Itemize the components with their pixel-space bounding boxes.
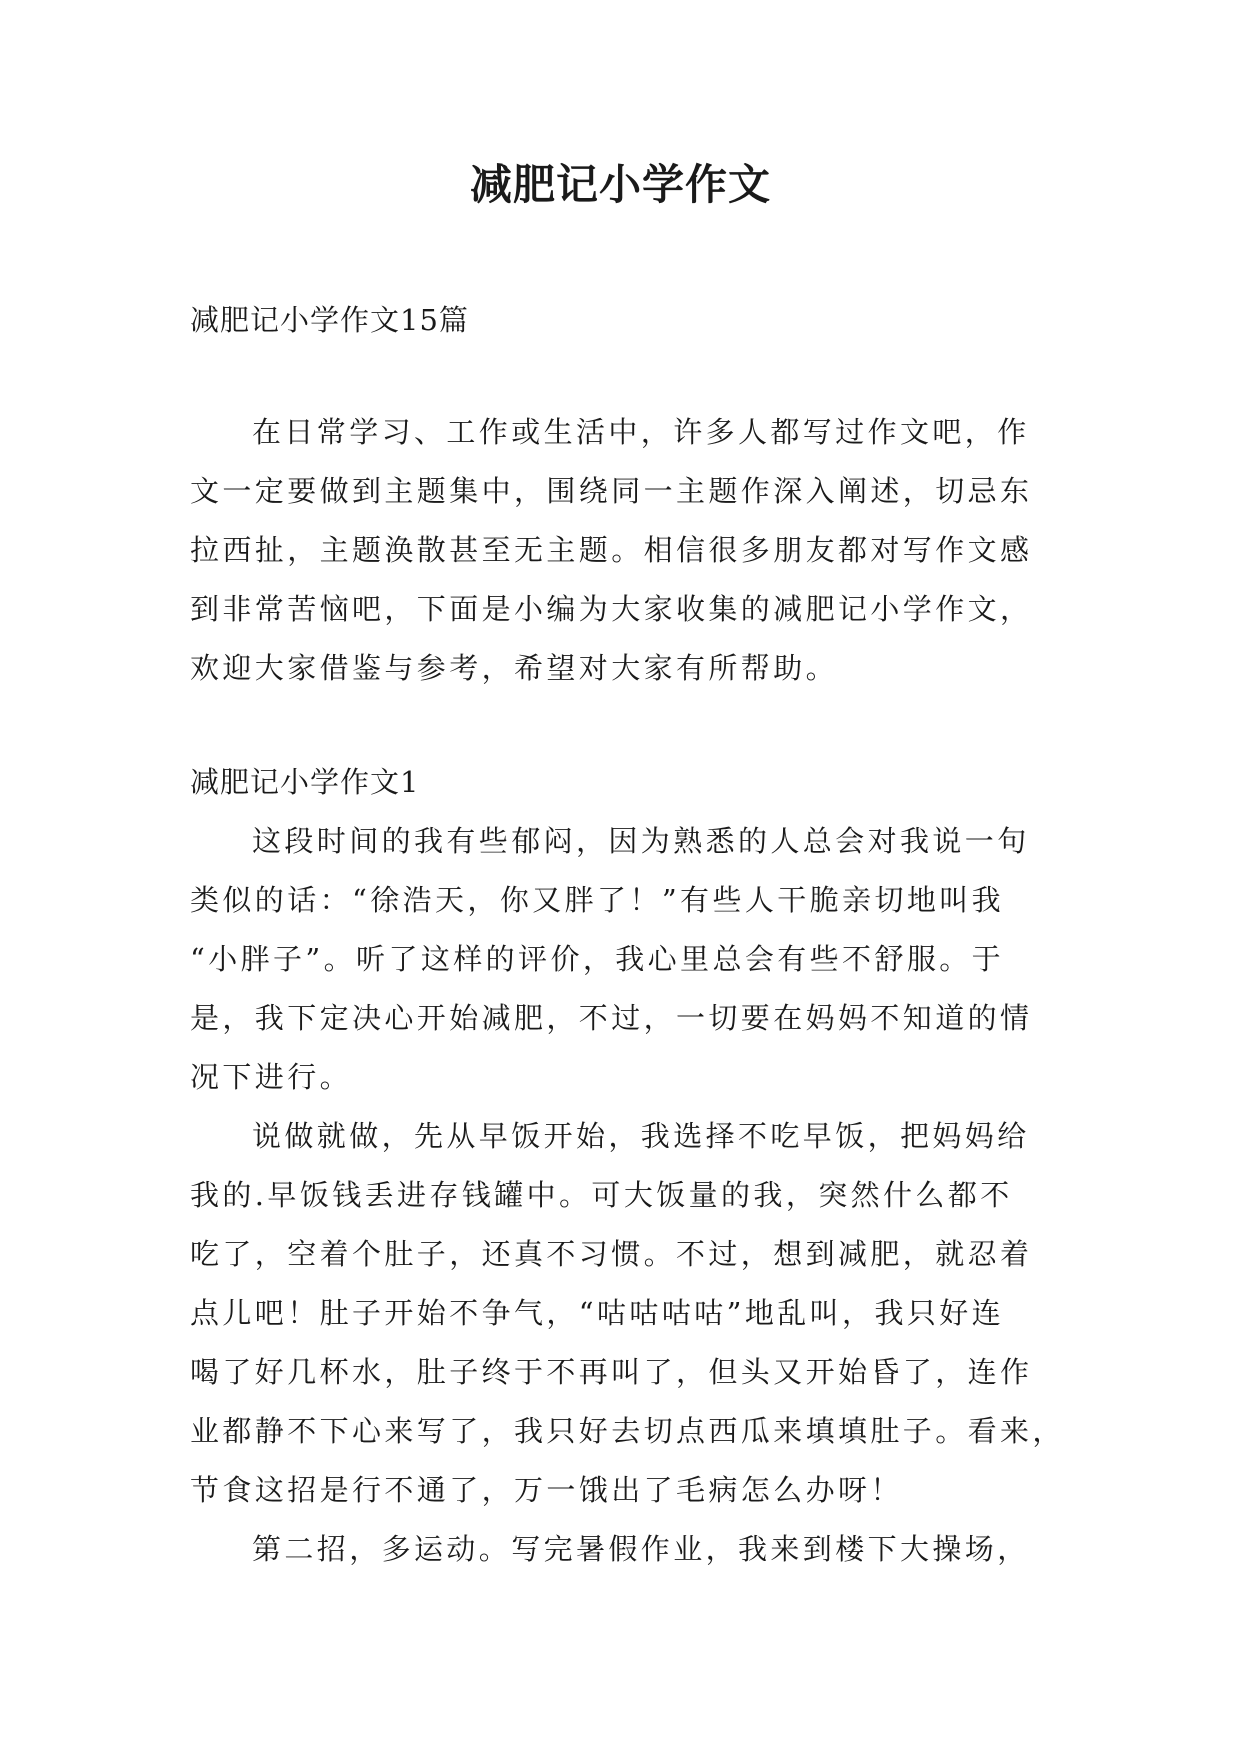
intro-line: 到非常苦恼吧，下面是小编为大家收集的减肥记小学作文， (190, 592, 1033, 626)
intro-line: 文一定要做到主题集中，围绕同一主题作深入阐述，切忌东 (190, 474, 1033, 508)
paragraph-line: 业都静不下心来写了，我只好去切点西瓜来填填肚子。看来， (190, 1414, 1065, 1448)
paragraph-line: 吃了，空着个肚子，还真不习惯。不过，想到减肥，就忍着 (190, 1237, 1033, 1271)
document-title: 减肥记小学作文 (469, 160, 771, 209)
paragraph-line: 第二招，多运动。写完暑假作业，我来到楼下大操场， (252, 1532, 1030, 1566)
paragraph-line: 喝了好几杯水，肚子终于不再叫了，但头又开始昏了，连作 (190, 1355, 1033, 1389)
paragraph-line: 是，我下定决心开始减肥，不过，一切要在妈妈不知道的情 (190, 1001, 1033, 1035)
intro-line: 在日常学习、工作或生活中，许多人都写过作文吧，作 (252, 415, 1030, 449)
intro-line: 欢迎大家借鉴与参考，希望对大家有所帮助。 (190, 651, 839, 685)
paragraph-line: 这段时间的我有些郁闷，因为熟悉的人总会对我说一句 (252, 824, 1030, 858)
paragraph-line: 说做就做，先从早饭开始，我选择不吃早饭，把妈妈给 (252, 1119, 1030, 1153)
section-heading: 减肥记小学作文1 (190, 765, 420, 799)
intro-line: 拉西扯，主题涣散甚至无主题。相信很多朋友都对写作文感 (190, 533, 1033, 567)
paragraph-line: 况下进行。 (190, 1060, 353, 1094)
document-subtitle: 减肥记小学作文15篇 (190, 303, 469, 337)
paragraph-line: 点儿吧！肚子开始不争气，“咕咕咕咕”地乱叫，我只好连 (190, 1296, 1005, 1330)
paragraph-line: 我的.早饭钱丢进存钱罐中。可大饭量的我，突然什么都不 (190, 1178, 1013, 1212)
paragraph-line: “小胖子”。听了这样的评价，我心里总会有些不舒服。于 (190, 942, 1005, 976)
paragraph-line: 节食这招是行不通了，万一饿出了毛病怎么办呀！ (190, 1473, 903, 1507)
paragraph-line: 类似的话：“徐浩天，你又胖了！”有些人干脆亲切地叫我 (190, 883, 1005, 917)
